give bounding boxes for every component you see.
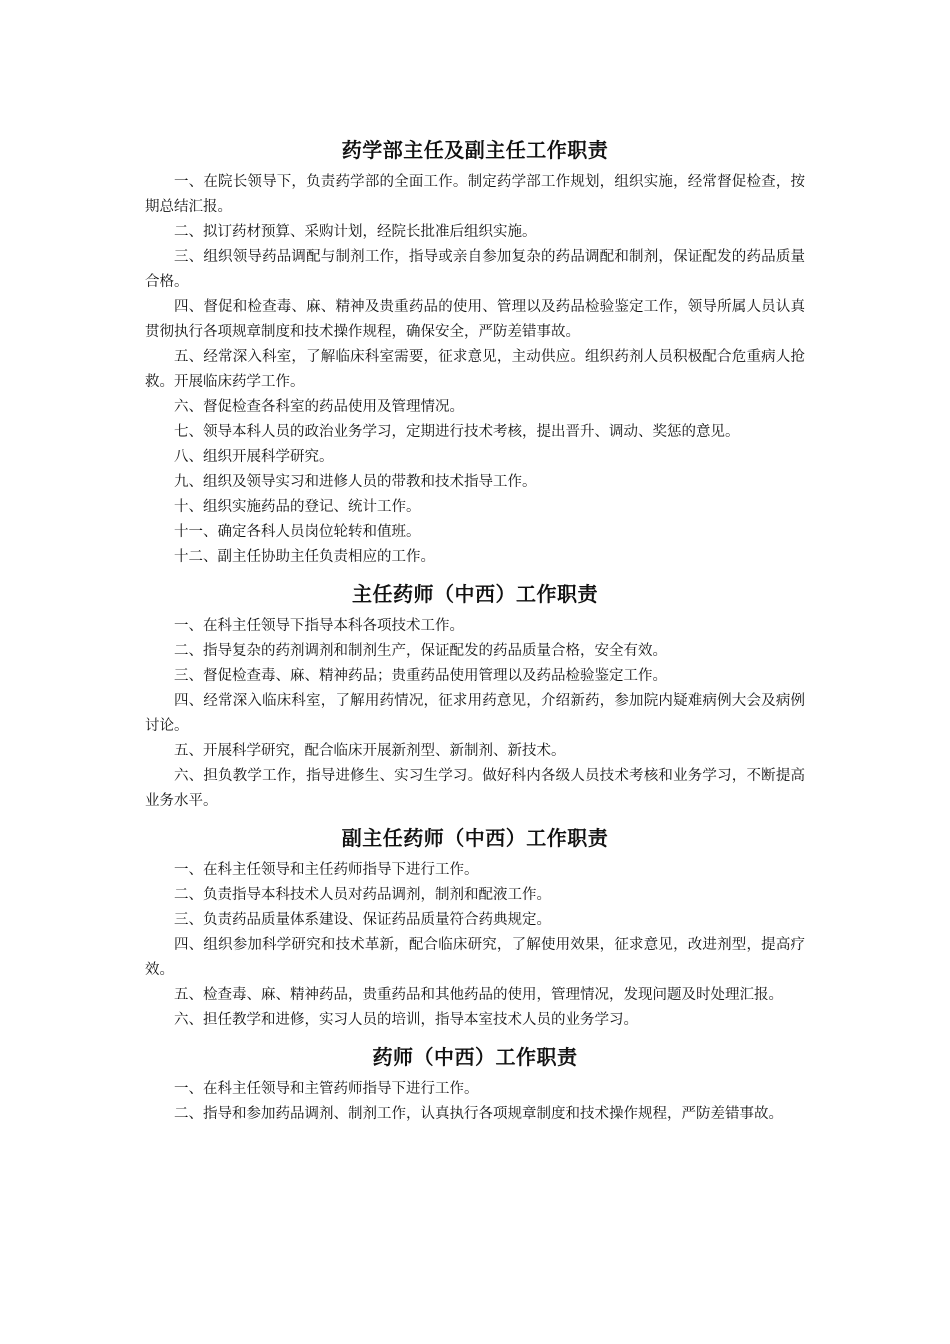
section-chief-pharmacist (145, 580, 805, 814)
duty-item: 二、指导和参加药品调剂、制剂工作，认真执行各项规章制度和技术操作规程，严防差错事故。 (174, 1106, 783, 1122)
section-title: 主任药师（中西）工作职责 (352, 582, 598, 606)
duty-item: 六、担负教学工作，指导进修生、实习生学习。做好科内各级人员技术考核和业务学习，不断提高业务水平。 (145, 768, 805, 809)
duty-item: 四、经常深入临床科室，了解用药情况，征求用药意见，介绍新药，参加院内疑难病例大会及病例讨论。 (145, 693, 805, 734)
section-title: 药学部主任及副主任工作职责 (341, 138, 609, 162)
duty-item: 二、指导复杂的药剂调剂和制剂生产，保证配发的药品质量合格，安全有效。 (174, 643, 667, 659)
document-page (145, 132, 805, 1127)
section-pharmacist (145, 1043, 805, 1127)
duty-item: 十一、确定各科人员岗位轮转和值班。 (174, 524, 421, 540)
duty-item: 五、经常深入科室，了解临床科室需要，征求意见，主动供应。组织药剂人员积极配合危重病人抢救。开展临床药学工作。 (145, 349, 805, 390)
duty-item: 一、在科主任领导和主管药师指导下进行工作。 (174, 1081, 479, 1097)
duty-item: 一、在院长领导下，负责药学部的全面工作。制定药学部工作规划，组织实施，经常督促检查，按期总结汇报。 (145, 174, 805, 215)
section-title: 药师（中西）工作职责 (372, 1045, 578, 1069)
duty-item: 七、领导本科人员的政治业务学习，定期进行技术考核，提出晋升、调动、奖惩的意见。 (174, 424, 740, 440)
duty-item: 六、担任教学和进修，实习人员的培训，指导本室技术人员的业务学习。 (174, 1012, 638, 1028)
duty-item: 一、在科主任领导下指导本科各项技术工作。 (174, 618, 464, 634)
duty-item: 二、拟订药材预算、采购计划，经院长批准后组织实施。 (174, 224, 537, 240)
duty-item: 三、组织领导药品调配与制剂工作，指导或亲自参加复杂的药品调配和制剂，保证配发的药品质量合格。 (145, 249, 805, 290)
duty-item: 二、负责指导本科技术人员对药品调剂，制剂和配液工作。 (174, 887, 551, 903)
duty-item: 四、督促和检查毒、麻、精神及贵重药品的使用、管理以及药品检验鉴定工作，领导所属人员认真贯彻执行各项规章制度和技术操作规程，确保安全，严防差错事故。 (145, 299, 805, 340)
duty-item: 一、在科主任领导和主任药师指导下进行工作。 (174, 862, 479, 878)
duty-item: 六、督促检查各科室的药品使用及管理情况。 (174, 399, 464, 415)
duty-item: 四、组织参加科学研究和技术革新，配合临床研究，了解使用效果，征求意见，改进剂型，提高疗效。 (145, 937, 805, 978)
duty-item: 十、组织实施药品的登记、统计工作。 (174, 499, 421, 515)
duty-item: 九、组织及领导实习和进修人员的带教和技术指导工作。 (174, 474, 537, 490)
duty-item: 五、检查毒、麻、精神药品，贵重药品和其他药品的使用，管理情况，发现问题及时处理汇报。 (174, 987, 783, 1003)
duty-item: 三、督促检查毒、麻、精神药品；贵重药品使用管理以及药品检验鉴定工作。 (174, 668, 667, 684)
duty-item: 五、开展科学研究，配合临床开展新剂型、新制剂、新技术。 (174, 743, 566, 759)
duty-item: 八、组织开展科学研究。 (174, 449, 334, 465)
duty-item: 三、负责药品质量体系建设、保证药品质量符合药典规定。 (174, 912, 551, 928)
section-pharmacy-director (145, 136, 805, 570)
duty-item: 十二、副主任协助主任负责相应的工作。 (174, 549, 435, 565)
section-deputy-chief-pharmacist (145, 824, 805, 1033)
section-title: 副主任药师（中西）工作职责 (341, 826, 609, 850)
